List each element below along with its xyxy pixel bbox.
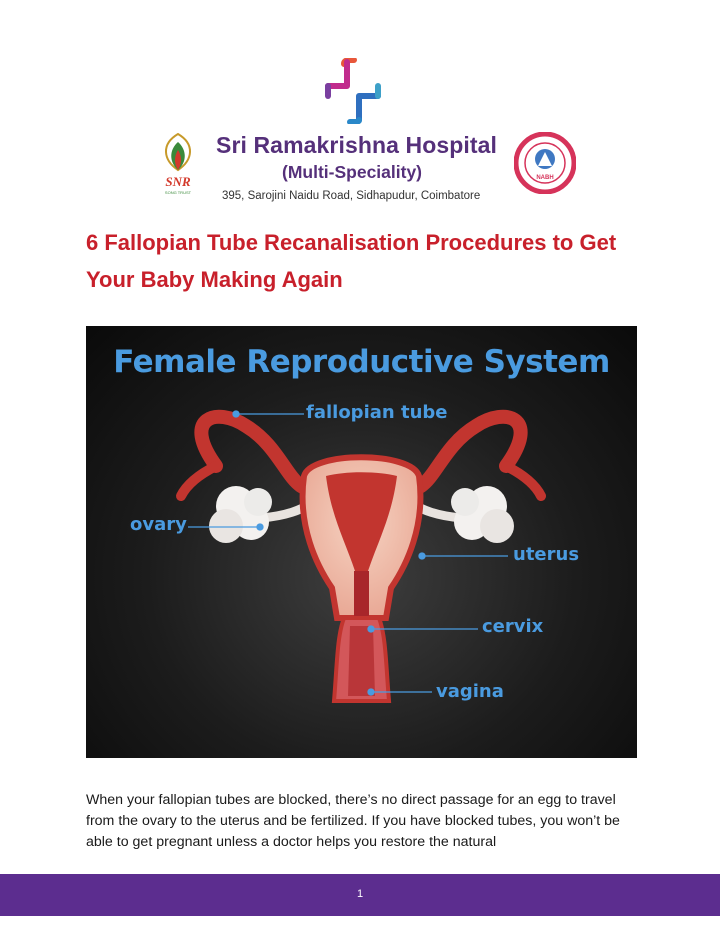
label-vagina: vagina: [436, 681, 504, 702]
label-fallopian-tube: fallopian tube: [306, 402, 448, 423]
page-footer: [0, 874, 720, 916]
nabh-accreditation-badge: [514, 132, 576, 194]
right-ovary: [451, 486, 514, 543]
label-uterus: uterus: [513, 544, 580, 565]
anatomy-illustration: [86, 326, 637, 758]
reproductive-system-figure: [86, 326, 637, 758]
page-number: 1: [356, 888, 364, 900]
article-body-paragraph: When your fallopian tubes are blocked, there’s no direct passage for an egg to travel from the ovary to the uterus and be fertilized. If you have blocked tubes, you won’t be able to get pregnant unless a doctor helps you restore the natural: [86, 792, 620, 850]
article-title: 6 Fallopian Tube Recanalisation Procedures to Get Your Baby Making Again: [86, 230, 617, 292]
snr-trust-logo: [153, 130, 203, 198]
label-cervix: cervix: [482, 616, 544, 637]
svg-text:SONG TRUST: SONG TRUST: [164, 190, 192, 195]
label-ovary: ovary: [130, 514, 187, 535]
hospital-address: 395, Sarojini Naidu Road, Sidhapudur, Coimbatore: [222, 190, 481, 202]
hospital-cross-logo: [320, 58, 386, 124]
hospital-subtitle: (Multi-Speciality): [282, 162, 423, 182]
figure-title: Female Reproductive System: [113, 344, 610, 380]
left-ovary: [209, 486, 272, 543]
hospital-name: Sri Ramakrishna Hospital: [216, 132, 498, 158]
snr-logo-text: SNR: [165, 174, 191, 189]
nabh-text: NABH: [536, 175, 554, 181]
